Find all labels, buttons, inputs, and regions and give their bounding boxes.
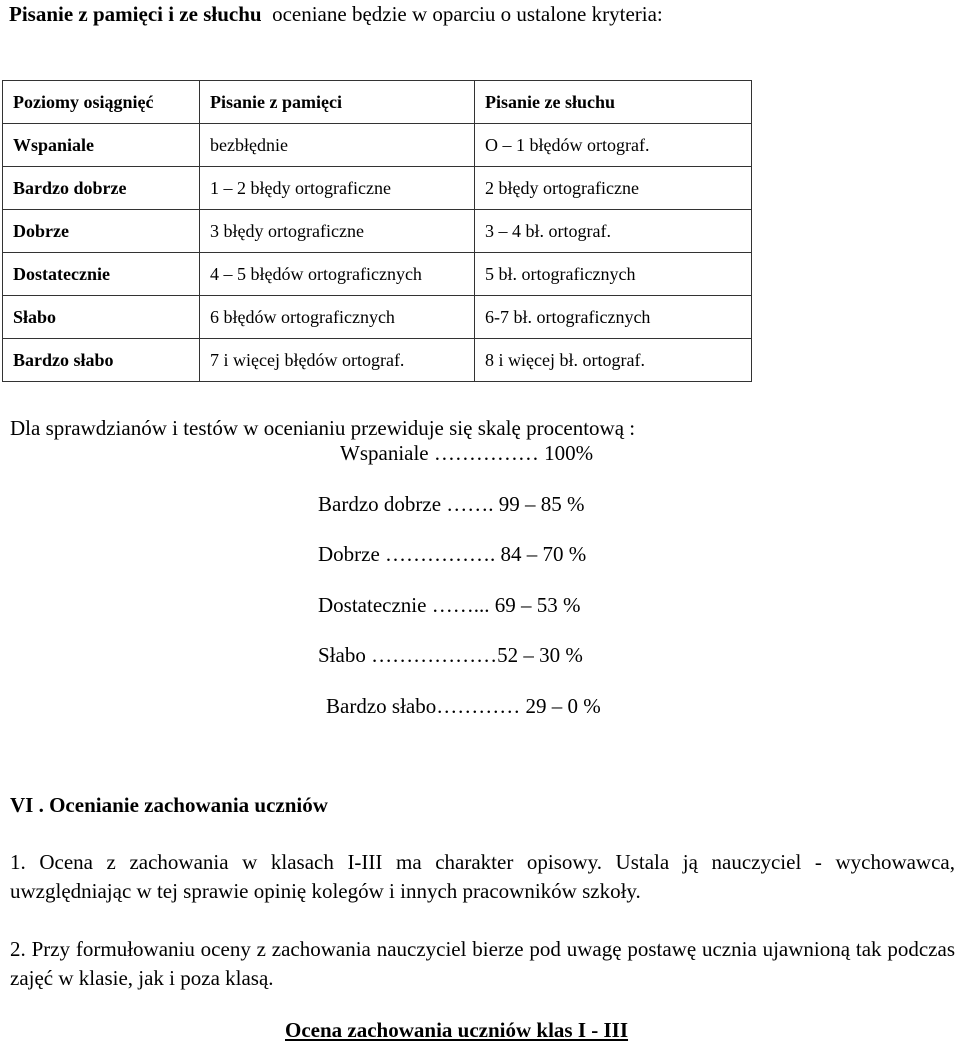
dictation-cell: 3 – 4 bł. ortograf. — [475, 210, 752, 253]
paragraph-2: 2. Przy formułowaniu oceny z zachowania nauczyciel bierze pod uwagę postawę ucznia ujawnioną tak podczas zajęć w klasie, jak i poza klasą. — [10, 937, 955, 990]
table-row — [3, 167, 752, 210]
table-row — [3, 253, 752, 296]
dictation-cell: 6-7 bł. ortograficznych — [475, 296, 752, 339]
scale-item-dostatecznie: Dostatecznie ……... 69 – 53 % — [318, 593, 581, 617]
memory-cell: bezbłędnie — [200, 124, 475, 167]
title-bold-part: Pisanie z pamięci i ze słuchu — [9, 2, 262, 26]
level-cell: Dostatecznie — [3, 253, 200, 296]
dictation-cell: 5 bł. ortograficznych — [475, 253, 752, 296]
scale-item-wspaniale: Wspaniale …………… 100% — [340, 441, 594, 465]
scale-item-dobrze: Dobrze ……………. 84 – 70 % — [318, 542, 587, 566]
paragraph-1: 1. Ocena z zachowania w klasach I-III ma charakter opisowy. Ustala ją nauczyciel - wychowawca, uwzględniając w tej sprawie opinię kolegów i innych pracowników szkoły. — [10, 850, 955, 903]
page-title — [9, 2, 663, 27]
scale-item-bardzo-slabo: Bardzo słabo………… 29 – 0 % — [326, 694, 601, 718]
column-header: Pisanie ze słuchu — [475, 81, 752, 124]
memory-cell: 3 błędy ortograficzne — [200, 210, 475, 253]
memory-cell: 7 i więcej błędów ortograf. — [200, 339, 475, 382]
dictation-cell: O – 1 błędów ortograf. — [475, 124, 752, 167]
section-heading: VI . Ocenianie zachowania uczniów — [10, 793, 328, 817]
memory-cell: 6 błędów ortograficznych — [200, 296, 475, 339]
level-cell: Bardzo dobrze — [3, 167, 200, 210]
table-row — [3, 124, 752, 167]
column-header: Poziomy osiągnięć — [3, 81, 200, 124]
table-row — [3, 296, 752, 339]
level-cell: Wspaniale — [3, 124, 200, 167]
level-cell: Słabo — [3, 296, 200, 339]
table-row — [3, 339, 752, 382]
title-rest: oceniane będzie w oparciu o ustalone kryteria: — [272, 2, 663, 26]
criteria-table — [2, 80, 752, 382]
scale-intro: Dla sprawdzianów i testów w ocenianiu przewiduje się skalę procentową : — [10, 416, 636, 440]
dictation-cell: 2 błędy ortograficzne — [475, 167, 752, 210]
scale-item-slabo: Słabo ………………52 – 30 % — [318, 643, 583, 667]
subheading: Ocena zachowania uczniów klas I - III — [285, 1018, 629, 1042]
level-cell: Dobrze — [3, 210, 200, 253]
memory-cell: 1 – 2 błędy ortograficzne — [200, 167, 475, 210]
table-row — [3, 210, 752, 253]
level-cell: Bardzo słabo — [3, 339, 200, 382]
memory-cell: 4 – 5 błędów ortograficznych — [200, 253, 475, 296]
dictation-cell: 8 i więcej bł. ortograf. — [475, 339, 752, 382]
column-header: Pisanie z pamięci — [200, 81, 475, 124]
table-header-row — [3, 81, 752, 124]
scale-item-bardzo-dobrze: Bardzo dobrze ……. 99 – 85 % — [318, 492, 585, 516]
